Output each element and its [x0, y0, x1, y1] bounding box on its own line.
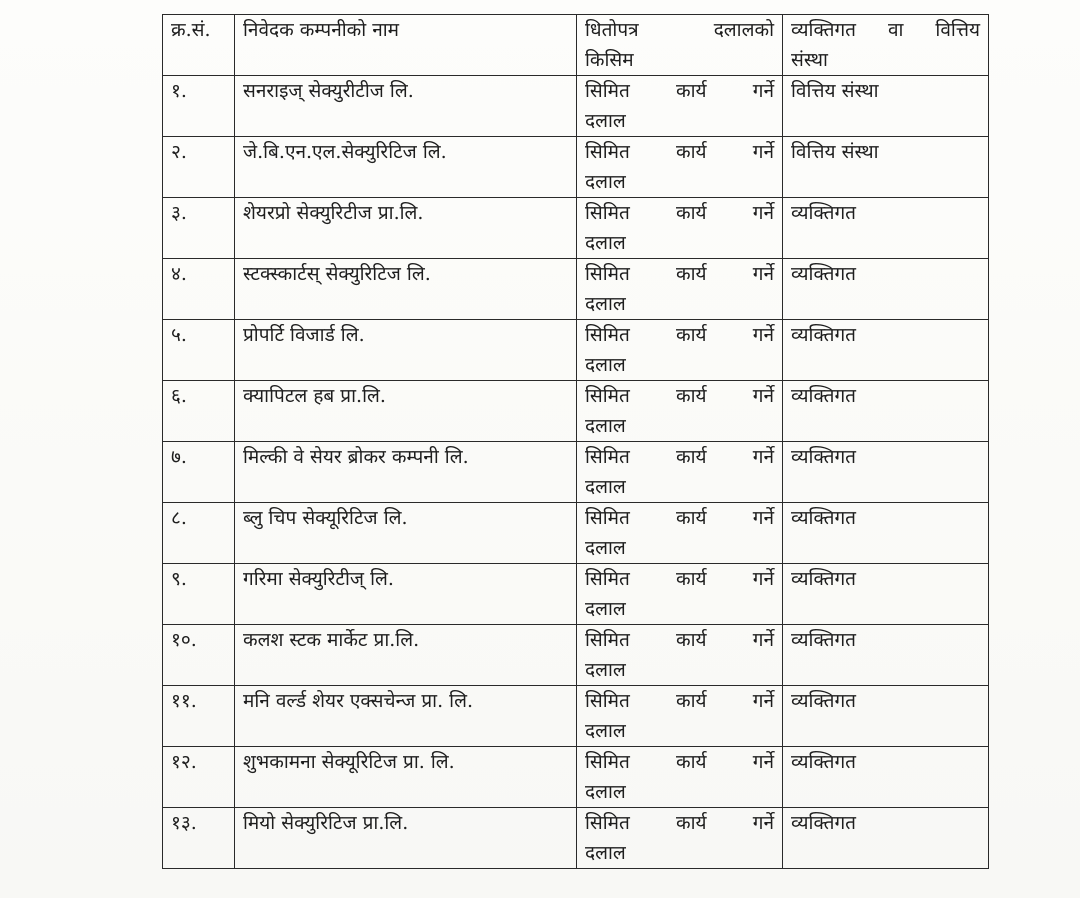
cell-entity-kind: व्यक्तिगत: [783, 259, 989, 320]
cell-broker-type: [577, 808, 783, 869]
broker-type-word2: कार्य: [676, 80, 707, 102]
cell-serial-number: ११.: [163, 686, 235, 747]
broker-type-word2: कार्य: [676, 446, 707, 468]
broker-type-word3: गर्ने: [752, 812, 774, 834]
cell-company-name: शेयरप्रो सेक्युरिटीज प्रा.लि.: [235, 198, 577, 259]
broker-type-line2: दलाल: [585, 232, 626, 254]
broker-type-word1: सिमित: [585, 80, 630, 102]
cell-company-name: प्रोपर्टि विजार्ड लि.: [235, 320, 577, 381]
cell-company-name: स्टक्स्कार्टस् सेक्युरिटिज लि.: [235, 259, 577, 320]
broker-type-word2: कार्य: [676, 690, 707, 712]
header-broker-type-line1: [585, 15, 774, 45]
broker-type-word3: गर्ने: [752, 568, 774, 590]
broker-type-word3: गर्ने: [752, 507, 774, 529]
broker-type-line1: [585, 442, 774, 472]
cell-entity-kind: व्यक्तिगत: [783, 442, 989, 503]
cell-serial-number: १२.: [163, 747, 235, 808]
broker-type-word1: सिमित: [585, 324, 630, 346]
broker-type-line1: [585, 503, 774, 533]
cell-broker-type: [577, 137, 783, 198]
cell-company-name: मनि वर्ल्ड शेयर एक्सचेन्ज प्रा. लि.: [235, 686, 577, 747]
header-entity-kind-line2: संस्था: [791, 49, 828, 71]
broker-type-line1: [585, 747, 774, 777]
cell-serial-number: १०.: [163, 625, 235, 686]
cell-company-name: क्यापिटल हब प्रा.लि.: [235, 381, 577, 442]
broker-type-word2: कार्य: [676, 202, 707, 224]
broker-type-line1: [585, 137, 774, 167]
broker-type-line1: [585, 198, 774, 228]
broker-type-word3: गर्ने: [752, 141, 774, 163]
cell-broker-type: [577, 503, 783, 564]
cell-company-name: मिल्की वे सेयर ब्रोकर कम्पनी लि.: [235, 442, 577, 503]
broker-applicants-table: [162, 14, 989, 869]
cell-company-name: ब्लु चिप सेक्यूरिटिज लि.: [235, 503, 577, 564]
header-entity-kind-word1: व्यक्तिगत: [791, 19, 856, 41]
broker-type-word1: सिमित: [585, 141, 630, 163]
cell-serial-number: २.: [163, 137, 235, 198]
table-row: [163, 747, 989, 808]
broker-type-line1: [585, 320, 774, 350]
broker-type-line1: [585, 564, 774, 594]
broker-type-word2: कार्य: [676, 507, 707, 529]
broker-type-line2: दलाल: [585, 476, 626, 498]
header-serial-number: [163, 15, 235, 76]
table-row: [163, 808, 989, 869]
broker-type-word3: गर्ने: [752, 385, 774, 407]
broker-type-word3: गर्ने: [752, 324, 774, 346]
cell-serial-number: ९.: [163, 564, 235, 625]
broker-type-word1: सिमित: [585, 568, 630, 590]
broker-type-word1: सिमित: [585, 507, 630, 529]
broker-type-word1: सिमित: [585, 751, 630, 773]
broker-type-word1: सिमित: [585, 629, 630, 651]
cell-broker-type: [577, 686, 783, 747]
broker-type-word3: गर्ने: [752, 446, 774, 468]
broker-type-word3: गर्ने: [752, 690, 774, 712]
broker-type-line1: [585, 686, 774, 716]
table-row: [163, 442, 989, 503]
cell-broker-type: [577, 76, 783, 137]
table-row: [163, 320, 989, 381]
broker-type-line1: [585, 76, 774, 106]
broker-type-word1: सिमित: [585, 385, 630, 407]
cell-entity-kind: वित्तिय संस्था: [783, 76, 989, 137]
cell-serial-number: ३.: [163, 198, 235, 259]
broker-type-word3: गर्ने: [752, 629, 774, 651]
broker-type-line2: दलाल: [585, 720, 626, 742]
broker-type-word3: गर्ने: [752, 80, 774, 102]
broker-type-word2: कार्य: [676, 568, 707, 590]
table-row: [163, 259, 989, 320]
table-row: [163, 564, 989, 625]
table-row: [163, 381, 989, 442]
broker-type-line1: [585, 625, 774, 655]
cell-entity-kind: व्यक्तिगत: [783, 564, 989, 625]
cell-serial-number: ४.: [163, 259, 235, 320]
cell-entity-kind: व्यक्तिगत: [783, 320, 989, 381]
table-row: [163, 137, 989, 198]
broker-type-line2: दलाल: [585, 171, 626, 193]
cell-entity-kind: व्यक्तिगत: [783, 808, 989, 869]
cell-serial-number: १.: [163, 76, 235, 137]
broker-type-word1: सिमित: [585, 446, 630, 468]
header-entity-kind-line1: [791, 15, 980, 45]
broker-type-word1: सिमित: [585, 690, 630, 712]
broker-type-word1: सिमित: [585, 812, 630, 834]
broker-type-word1: सिमित: [585, 202, 630, 224]
header-entity-kind-word2: वा: [887, 19, 904, 41]
cell-serial-number: १३.: [163, 808, 235, 869]
cell-broker-type: [577, 747, 783, 808]
broker-type-line2: दलाल: [585, 781, 626, 803]
table-row: [163, 686, 989, 747]
broker-type-word1: सिमित: [585, 263, 630, 285]
broker-type-word2: कार्य: [676, 751, 707, 773]
broker-type-line2: दलाल: [585, 659, 626, 681]
cell-broker-type: [577, 198, 783, 259]
header-broker-type-line2: किसिम: [585, 49, 634, 71]
cell-broker-type: [577, 259, 783, 320]
header-entity-kind: [783, 15, 989, 76]
header-broker-type: [577, 15, 783, 76]
cell-company-name: गरिमा सेक्युरिटीज् लि.: [235, 564, 577, 625]
cell-entity-kind: व्यक्तिगत: [783, 381, 989, 442]
broker-type-word3: गर्ने: [752, 751, 774, 773]
broker-type-line2: दलाल: [585, 415, 626, 437]
cell-serial-number: ८.: [163, 503, 235, 564]
header-serial-number-label: क्र.सं.: [171, 19, 211, 41]
cell-entity-kind: व्यक्तिगत: [783, 686, 989, 747]
table-row: [163, 76, 989, 137]
cell-serial-number: ७.: [163, 442, 235, 503]
table-row: [163, 503, 989, 564]
cell-entity-kind: व्यक्तिगत: [783, 625, 989, 686]
table-header-row: [163, 15, 989, 76]
header-broker-type-word1: धितोपत्र: [585, 19, 639, 41]
broker-type-line2: दलाल: [585, 842, 626, 864]
broker-type-line1: [585, 259, 774, 289]
header-company-name-label: निवेदक कम्पनीको नाम: [243, 19, 400, 41]
broker-type-word2: कार्य: [676, 263, 707, 285]
cell-entity-kind: व्यक्तिगत: [783, 503, 989, 564]
cell-company-name: सनराइज् सेक्युरीटीज लि.: [235, 76, 577, 137]
cell-company-name: शुभकामना सेक्यूरिटिज प्रा. लि.: [235, 747, 577, 808]
table-row: [163, 625, 989, 686]
header-broker-type-word2: दलालको: [713, 19, 774, 41]
broker-type-word2: कार्य: [676, 324, 707, 346]
cell-broker-type: [577, 625, 783, 686]
broker-type-line2: दलाल: [585, 354, 626, 376]
cell-company-name: मियो सेक्युरिटिज प्रा.लि.: [235, 808, 577, 869]
broker-type-word2: कार्य: [676, 141, 707, 163]
cell-entity-kind: व्यक्तिगत: [783, 747, 989, 808]
cell-serial-number: ५.: [163, 320, 235, 381]
broker-type-word2: कार्य: [676, 629, 707, 651]
cell-broker-type: [577, 320, 783, 381]
broker-type-word2: कार्य: [676, 385, 707, 407]
cell-broker-type: [577, 442, 783, 503]
cell-serial-number: ६.: [163, 381, 235, 442]
broker-type-line2: दलाल: [585, 537, 626, 559]
broker-type-line2: दलाल: [585, 110, 626, 132]
cell-broker-type: [577, 564, 783, 625]
header-company-name: [235, 15, 577, 76]
cell-entity-kind: वित्तिय संस्था: [783, 137, 989, 198]
broker-type-word3: गर्ने: [752, 202, 774, 224]
header-entity-kind-word3: वित्तिय: [935, 19, 980, 41]
broker-type-line2: दलाल: [585, 598, 626, 620]
broker-type-word2: कार्य: [676, 812, 707, 834]
broker-type-line2: दलाल: [585, 293, 626, 315]
cell-company-name: कलश स्टक मार्केट प्रा.लि.: [235, 625, 577, 686]
cell-entity-kind: व्यक्तिगत: [783, 198, 989, 259]
cell-company-name: जे.बि.एन.एल.सेक्युरिटिज लि.: [235, 137, 577, 198]
broker-type-line1: [585, 808, 774, 838]
broker-type-word3: गर्ने: [752, 263, 774, 285]
broker-type-line1: [585, 381, 774, 411]
cell-broker-type: [577, 381, 783, 442]
table-row: [163, 198, 989, 259]
